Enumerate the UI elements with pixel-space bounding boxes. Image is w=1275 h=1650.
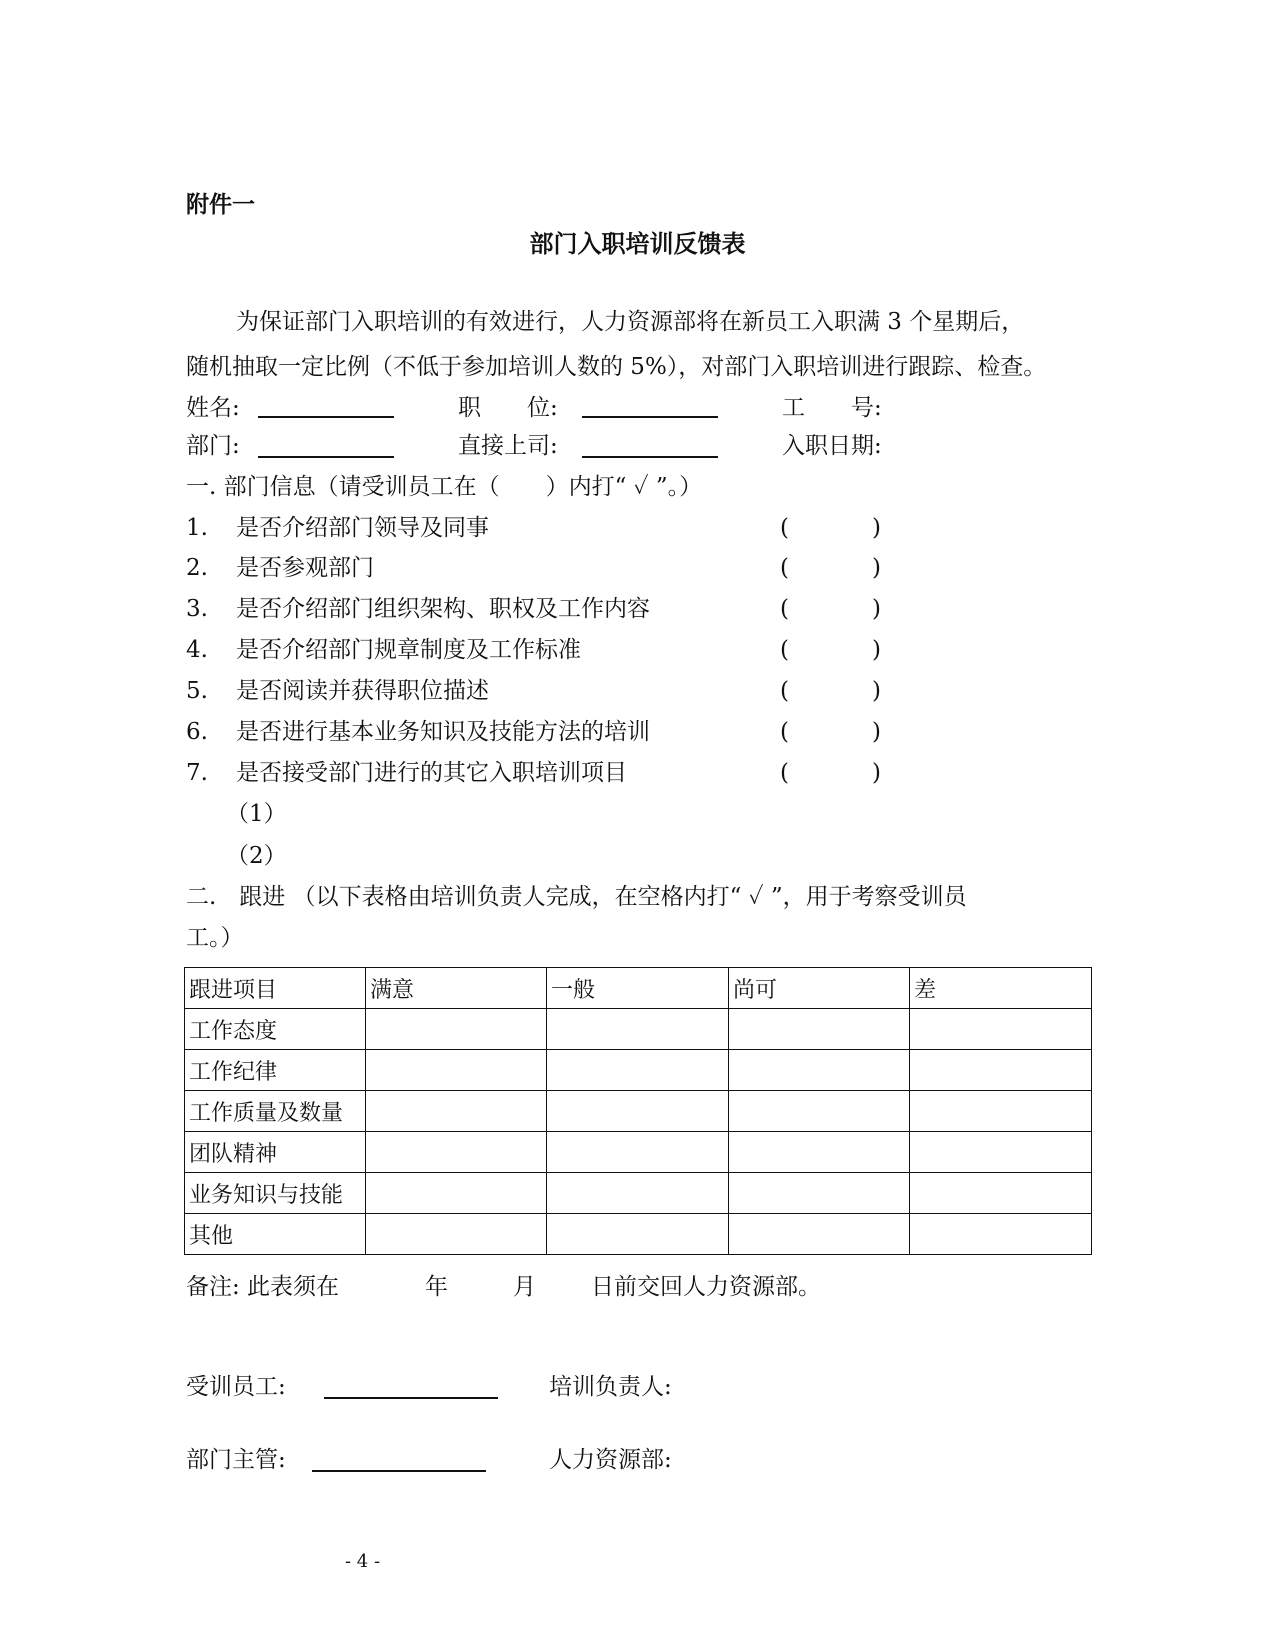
checkbox-close-paren[interactable]: ) [872, 760, 881, 786]
page-number: - 4 - [345, 1551, 381, 1572]
hire-date-label: 入职日期: [782, 433, 882, 459]
rating-cell[interactable] [729, 1132, 910, 1173]
table-header-cell: 尚可 [729, 968, 910, 1009]
rating-cell[interactable] [729, 1214, 910, 1255]
table-header-cell: 跟进项目 [185, 968, 366, 1009]
checkbox-close-paren[interactable]: ) [872, 515, 881, 541]
sub-item-1: （1） [226, 801, 287, 827]
item-number: 7. [186, 760, 208, 786]
table-header-row [185, 968, 1092, 1009]
department-label: 部门: [186, 433, 240, 459]
note-month: 月 [513, 1274, 536, 1300]
supervisor-label: 直接上司: [458, 433, 558, 459]
section2-heading-line-1: 二. 跟进 （以下表格由培训负责人完成，在空格内打“ ✓ ”，用于考察受训员 [186, 884, 967, 910]
checkbox-close-paren[interactable]: ) [872, 596, 881, 622]
table-row [185, 1091, 1092, 1132]
supervisor-field[interactable] [582, 456, 718, 458]
row-label: 其他 [185, 1214, 366, 1255]
item-text: 是否阅读并获得职位描述 [236, 678, 489, 704]
checkbox-open-paren[interactable]: ( [780, 555, 789, 581]
table-row [185, 1132, 1092, 1173]
row-label: 工作态度 [185, 1009, 366, 1050]
table-header-cell: 满意 [366, 968, 547, 1009]
table-header-cell: 差 [910, 968, 1092, 1009]
page-title: 部门入职培训反馈表 [529, 229, 746, 258]
rating-cell[interactable] [910, 1050, 1092, 1091]
position-label: 职 位: [458, 395, 558, 421]
sub-item-2: （2） [226, 843, 287, 869]
item-number: 6. [186, 719, 208, 745]
table-row [185, 1214, 1092, 1255]
checkbox-close-paren[interactable]: ) [872, 637, 881, 663]
intro-line-1: 为保证部门入职培训的有效进行，人力资源部将在新员工入职满 3 个星期后， [236, 309, 1025, 335]
rating-cell[interactable] [547, 1050, 729, 1091]
item-text: 是否介绍部门组织架构、职权及工作内容 [236, 596, 650, 622]
section2-heading-line-2: 工。） [186, 925, 244, 951]
rating-cell[interactable] [366, 1214, 547, 1255]
item-text: 是否接受部门进行的其它入职培训项目 [236, 760, 627, 786]
department-field[interactable] [258, 456, 394, 458]
dept-manager-signature-field[interactable] [312, 1470, 486, 1472]
note-suffix: 日前交回人力资源部。 [591, 1274, 821, 1300]
item-number: 1. [186, 515, 208, 541]
checkbox-open-paren[interactable]: ( [780, 637, 789, 663]
table-row [185, 1173, 1092, 1214]
item-text: 是否进行基本业务知识及技能方法的培训 [236, 719, 650, 745]
hr-signature-label: 人力资源部: [549, 1447, 672, 1473]
checkbox-open-paren[interactable]: ( [780, 515, 789, 541]
rating-cell[interactable] [547, 1009, 729, 1050]
dept-manager-signature-label: 部门主管: [186, 1447, 286, 1473]
section1-heading: 一. 部门信息（请受训员工在（ ）内打“ ✓ ”。） [186, 474, 703, 500]
rating-cell[interactable] [547, 1132, 729, 1173]
checkbox-close-paren[interactable]: ) [872, 555, 881, 581]
rating-cell[interactable] [910, 1173, 1092, 1214]
rating-cell[interactable] [547, 1173, 729, 1214]
rating-cell[interactable] [547, 1214, 729, 1255]
rating-cell[interactable] [910, 1132, 1092, 1173]
trainee-signature-field[interactable] [324, 1397, 498, 1399]
rating-cell[interactable] [910, 1091, 1092, 1132]
checkbox-open-paren[interactable]: ( [780, 678, 789, 704]
attachment-label: 附件一 [186, 191, 255, 218]
rating-cell[interactable] [547, 1091, 729, 1132]
intro-line-2: 随机抽取一定比例（不低于参加培训人数的 5%），对部门入职培训进行跟踪、检查。 [186, 354, 1047, 380]
rating-cell[interactable] [366, 1009, 547, 1050]
name-label: 姓名: [186, 395, 240, 421]
trainee-signature-label: 受训员工: [186, 1374, 286, 1400]
position-field[interactable] [582, 416, 718, 418]
row-label: 业务知识与技能 [185, 1173, 366, 1214]
rating-cell[interactable] [729, 1009, 910, 1050]
rating-cell[interactable] [366, 1091, 547, 1132]
checkbox-open-paren[interactable]: ( [780, 719, 789, 745]
item-number: 2. [186, 555, 208, 581]
rating-cell[interactable] [910, 1214, 1092, 1255]
rating-cell[interactable] [729, 1091, 910, 1132]
rating-cell[interactable] [366, 1050, 547, 1091]
note-prefix: 备注: 此表须在 [186, 1274, 340, 1300]
name-field[interactable] [258, 416, 394, 418]
item-text: 是否介绍部门领导及同事 [236, 515, 489, 541]
rating-cell[interactable] [729, 1050, 910, 1091]
item-text: 是否参观部门 [236, 555, 374, 581]
checkbox-open-paren[interactable]: ( [780, 760, 789, 786]
trainer-signature-label: 培训负责人: [549, 1374, 672, 1400]
rating-cell[interactable] [910, 1009, 1092, 1050]
table-header-cell: 一般 [547, 968, 729, 1009]
item-number: 3. [186, 596, 208, 622]
note-year: 年 [425, 1274, 448, 1300]
checkbox-open-paren[interactable]: ( [780, 596, 789, 622]
rating-cell[interactable] [366, 1132, 547, 1173]
table-row [185, 1050, 1092, 1091]
employee-no-label: 工 号: [782, 395, 882, 421]
table-row [185, 1009, 1092, 1050]
row-label: 工作质量及数量 [185, 1091, 366, 1132]
row-label: 团队精神 [185, 1132, 366, 1173]
item-text: 是否介绍部门规章制度及工作标准 [236, 637, 581, 663]
row-label: 工作纪律 [185, 1050, 366, 1091]
item-number: 5. [186, 678, 208, 704]
follow-up-table [184, 967, 1092, 1255]
rating-cell[interactable] [366, 1173, 547, 1214]
checkbox-close-paren[interactable]: ) [872, 678, 881, 704]
item-number: 4. [186, 637, 208, 663]
rating-cell[interactable] [729, 1173, 910, 1214]
checkbox-close-paren[interactable]: ) [872, 719, 881, 745]
